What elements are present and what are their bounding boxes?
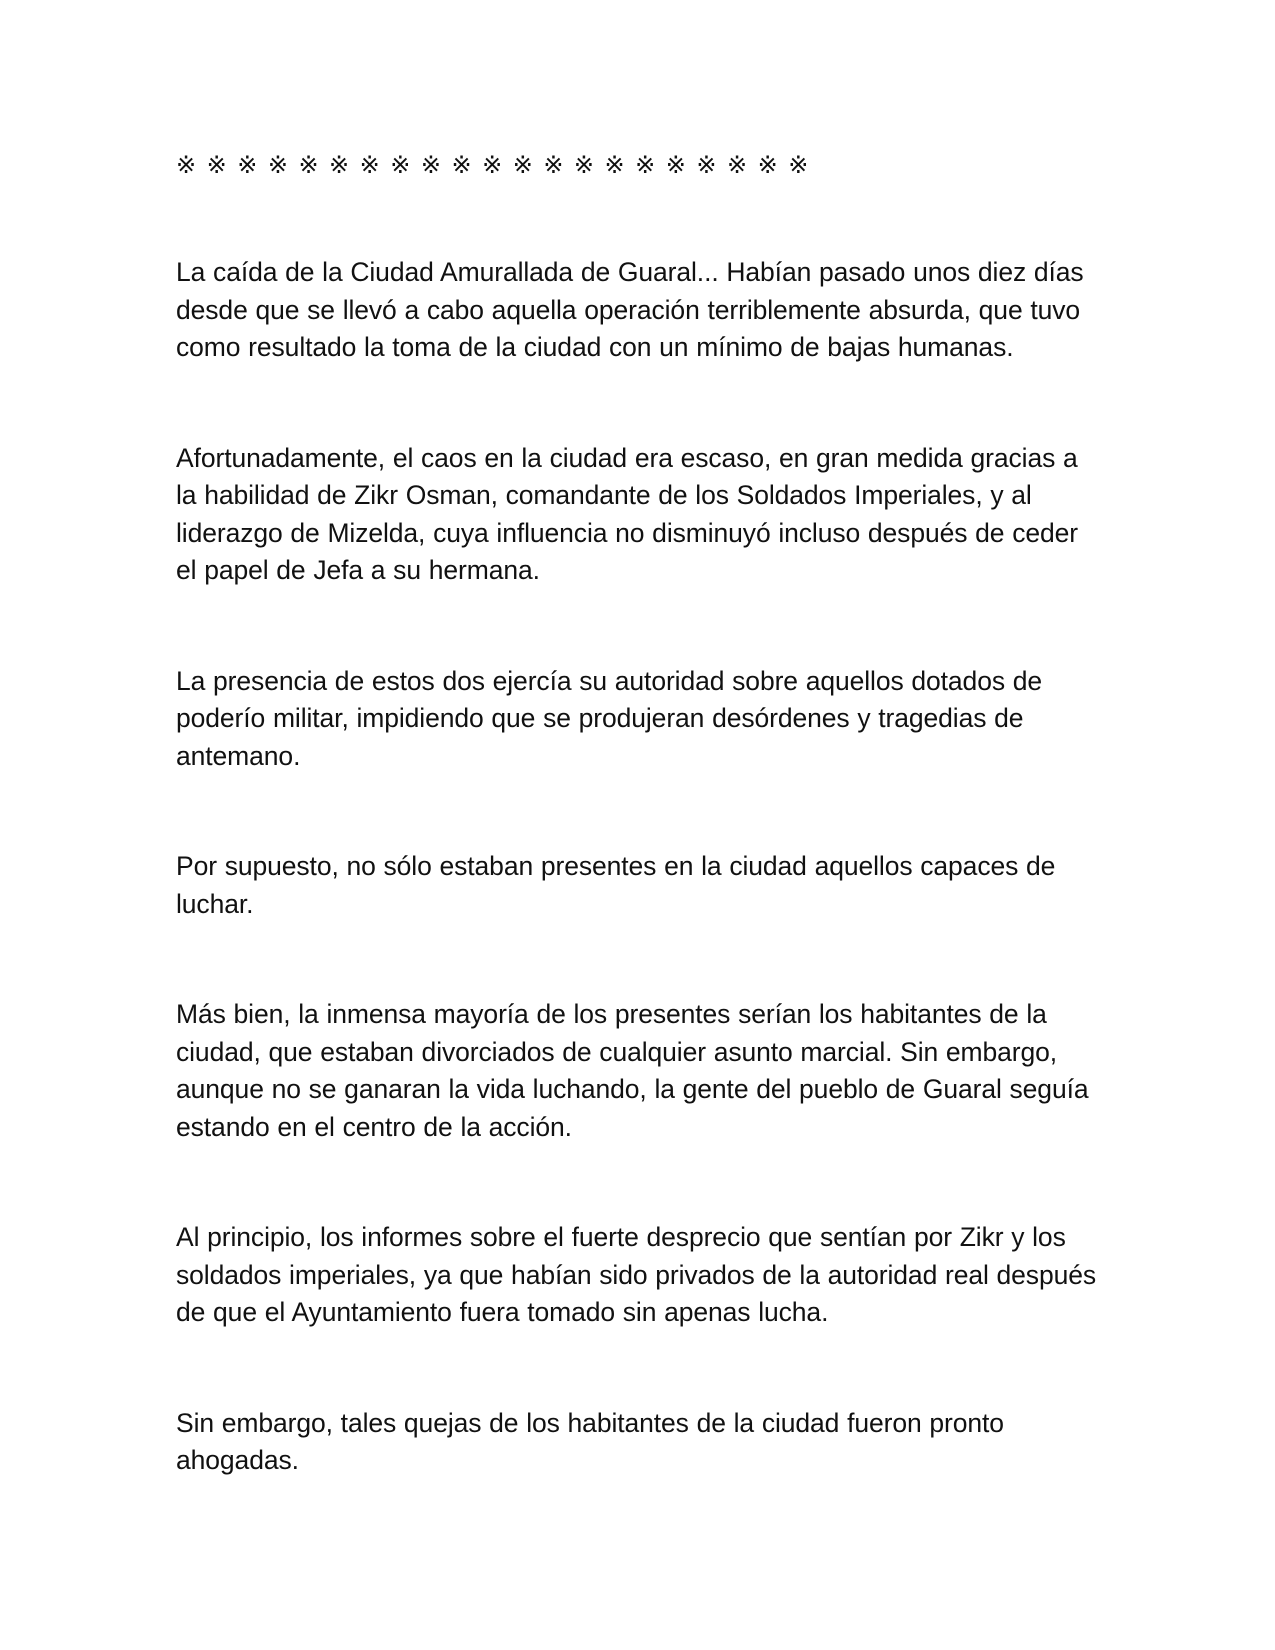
paragraph: La presencia de estos dos ejercía su autoridad sobre aquellos dotados de poderío militar, impidiendo que se produjeran desórdenes y tragedias de antemano. (176, 665, 1043, 771)
document-body (176, 254, 1096, 1480)
paragraph: Por supuesto, no sólo estaban presentes en la ciudad aquellos capaces de luchar. (176, 851, 1056, 919)
paragraph: Al principio, los informes sobre el fuerte desprecio que sentían por Zikr y los soldados imperiales, ya que habían sido privados de la autoridad real después de que el Ayuntamiento fuera tomado sin apenas lucha. (176, 1222, 1097, 1327)
paragraph: Afortunadamente, el caos en la ciudad era escaso, en gran medida gracias a la habilidad de Zikr Osman, comandante de los Soldados Imperiales, y al liderazgo de Mizelda, cuya influencia no disminuyó incluso después de ceder el papel de Jefa a su hermana. (176, 442, 1078, 585)
paragraph: Sin embargo, tales quejas de los habitantes de la ciudad fueron pronto ahogadas. (176, 1407, 1004, 1475)
paragraph: Más bien, la inmensa mayoría de los presentes serían los habitantes de la ciudad, que estaban divorciados de cualquier asunto marcial. Sin embargo, aunque no se ganaran la vida luchando, la gente del pueblo de Guaral seguía estando en el centro de la acción. (176, 999, 1089, 1142)
paragraph: La caída de la Ciudad Amurallada de Guaral... Habían pasado unos diez días desde que se llevó a cabo aquella operación terriblemente absurda, que tuvo como resultado la toma de la ciudad con un mínimo de bajas humanas. (176, 257, 1084, 362)
section-separator: ※※※※※※※※※※※※※※※※※※※※※ (176, 151, 819, 179)
